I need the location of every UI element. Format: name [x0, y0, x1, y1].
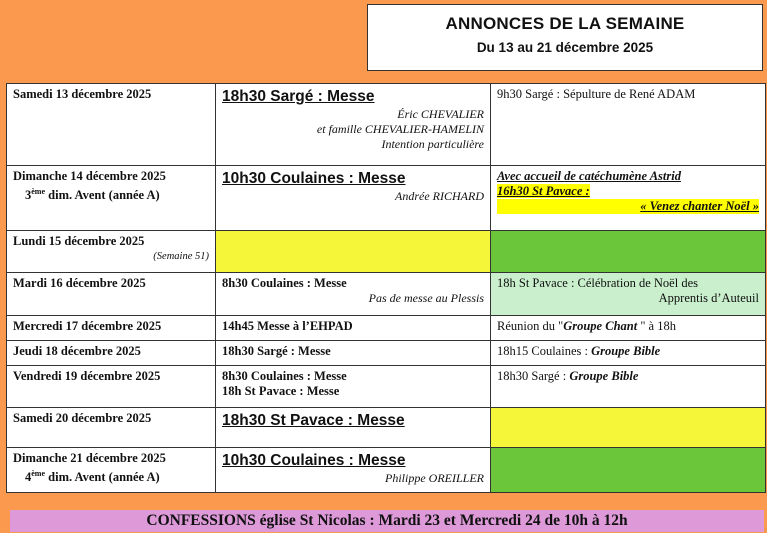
- mass-note: et famille CHEVALIER-HAMELIN: [316, 122, 484, 136]
- table-row: [7, 341, 766, 366]
- event-cell: [491, 273, 766, 316]
- page-title: ANNONCES DE LA SEMAINE: [445, 14, 685, 33]
- table-row: [7, 408, 766, 448]
- table-row: [7, 448, 766, 493]
- mass-cell: [216, 408, 491, 448]
- mass-note: Pas de messe au Plessis: [368, 291, 484, 305]
- day-cell: [7, 166, 216, 231]
- title-box: [367, 4, 763, 71]
- mass-cell: [216, 448, 491, 493]
- table-row: [7, 273, 766, 316]
- day-sublabel-text: dim. Avent (année A): [45, 470, 160, 485]
- table-row: [7, 84, 766, 166]
- event-line: 16h30 St Pavace :: [497, 184, 590, 198]
- event-line: Avec accueil de catéchumène Astrid: [497, 169, 681, 183]
- event-group-name: Groupe Bible: [569, 369, 639, 383]
- mass-title: 10h30 Coulaines : Messe: [222, 452, 406, 469]
- day-label: Dimanche 14 décembre 2025: [13, 169, 166, 183]
- event-line: 18h St Pavace : Célébration de Noël des: [497, 276, 698, 290]
- ordinal-number: 4: [25, 470, 32, 485]
- day-sublabel-text: dim. Avent (année A): [45, 188, 160, 203]
- mass-title: 8h30 Coulaines : Messe: [222, 276, 347, 290]
- day-cell: Mardi 16 décembre 2025: [7, 273, 216, 316]
- page-subtitle-dates: Du 13 au 21 décembre 2025: [476, 40, 654, 55]
- mass-title: 10h30 Coulaines : Messe: [222, 170, 406, 187]
- day-cell: Mercredi 17 décembre 2025: [7, 316, 216, 341]
- day-label: Lundi 15 décembre 2025: [13, 234, 145, 248]
- day-cell: Vendredi 19 décembre 2025: [7, 366, 216, 408]
- mass-note: Éric CHEVALIER: [397, 107, 484, 121]
- event-cell: [491, 316, 766, 341]
- event-cell-empty: [491, 231, 766, 273]
- table-row: [7, 166, 766, 231]
- schedule-table: [6, 83, 766, 493]
- mass-note: Andrée RICHARD: [395, 189, 484, 203]
- ordinal-suffix: ème: [31, 469, 46, 478]
- table-row: [7, 316, 766, 341]
- mass-cell: [216, 273, 491, 316]
- day-cell: Samedi 20 décembre 2025: [7, 408, 216, 448]
- mass-note: Intention particulière: [381, 137, 484, 151]
- event-group-name: Groupe Bible: [591, 344, 661, 358]
- day-cell: [7, 231, 216, 273]
- day-cell: Samedi 13 décembre 2025: [7, 84, 216, 166]
- day-sublabel: [13, 184, 209, 203]
- mass-cell-empty: [216, 231, 491, 273]
- event-cell: [491, 341, 766, 366]
- mass-cell: [216, 84, 491, 166]
- event-text: " à 18h: [637, 319, 676, 333]
- event-text: 18h15 Coulaines :: [497, 344, 592, 358]
- mass-line: 8h30 Coulaines : Messe: [222, 369, 347, 383]
- mass-title: 18h30 St Pavace : Messe: [222, 412, 405, 429]
- mass-cell: [216, 166, 491, 231]
- mass-line: 18h St Pavace : Messe: [222, 384, 340, 398]
- event-cell-empty: [491, 408, 766, 448]
- mass-note: Philippe OREILLER: [385, 471, 484, 485]
- day-cell: Jeudi 18 décembre 2025: [7, 341, 216, 366]
- mass-cell: 18h30 Sargé : Messe: [216, 341, 491, 366]
- table-row: [7, 231, 766, 273]
- event-cell-empty: [491, 448, 766, 493]
- event-line-wrap: [497, 199, 759, 214]
- day-sublabel: (Semaine 51): [153, 251, 209, 262]
- event-text: Réunion du ": [497, 319, 564, 333]
- ordinal-suffix: ème: [31, 187, 46, 196]
- day-label: Dimanche 21 décembre 2025: [13, 451, 166, 465]
- day-cell: [7, 448, 216, 493]
- table-row: [7, 366, 766, 408]
- mass-title: 18h30 Sargé : Messe: [222, 88, 375, 105]
- mass-cell: [216, 366, 491, 408]
- event-cell: [491, 366, 766, 408]
- event-cell: 9h30 Sargé : Sépulture de René ADAM: [491, 84, 766, 166]
- event-cell: [491, 166, 766, 231]
- day-sublabel: [13, 466, 209, 485]
- confessions-banner: CONFESSIONS église St Nicolas : Mardi 23 et Mercredi 24 de 10h à 12h: [10, 510, 764, 532]
- event-line: Apprentis d’Auteuil: [658, 291, 759, 305]
- event-line: « Venez chanter Noël »: [640, 199, 759, 213]
- event-text: 18h30 Sargé :: [497, 369, 570, 383]
- mass-cell: 14h45 Messe à l’EHPAD: [216, 316, 491, 341]
- ordinal-number: 3: [25, 188, 32, 203]
- event-group-name: Groupe Chant: [563, 319, 638, 333]
